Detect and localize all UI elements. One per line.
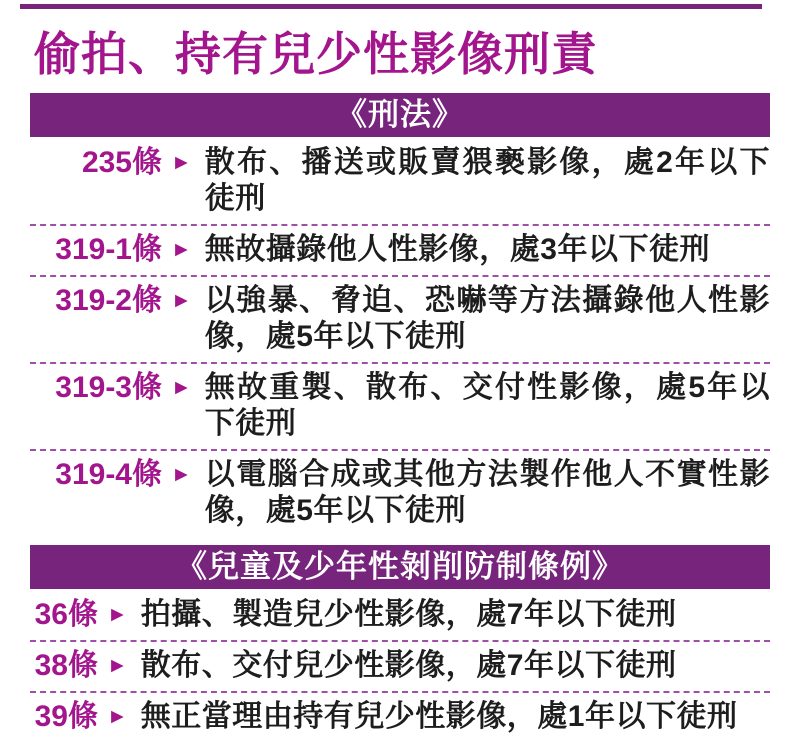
section-rows [30,137,770,536]
arrow-right-icon: ► [107,602,128,626]
section-header: 《兒童及少年性剝削防制條例》 [30,545,770,589]
law-row-text: 散布、播送或販賣猥褻影像，處2年以下徒刑 [204,145,770,215]
law-row-text: 拍攝、製造兒少性影像，處7年以下徒刑 [140,597,677,631]
law-row-text: 以強暴、脅迫、恐嚇等方法攝錄他人性影像，處5年以下徒刑 [204,283,770,353]
law-row-text: 以電腦合成或其他方法製作他人不實性影像，處5年以下徒刑 [204,457,770,527]
law-row-text: 無故重製、散布、交付性影像，處5年以下徒刑 [204,370,770,440]
arrow-right-icon: ► [171,237,192,261]
article-number: 319-2條 [55,283,162,317]
page-title: 偷拍、持有兒少性影像刑責 [34,28,598,80]
arrow-right-icon: ► [171,375,192,399]
law-section [30,93,770,536]
law-row-text: 無正當理由持有兒少性影像，處1年以下徒刑 [140,699,738,733]
law-row [30,226,770,277]
section-rows [30,589,770,742]
article-number: 319-3條 [55,370,162,404]
arrow-right-icon: ► [171,462,192,486]
law-section [30,545,770,742]
infographic-page [0,4,800,733]
article-number: 319-4條 [55,457,162,491]
arrow-right-icon: ► [171,150,192,174]
law-row [30,693,770,742]
article-number: 319-1條 [55,232,162,266]
arrow-right-icon: ► [107,704,128,728]
article-number: 235條 [81,145,162,179]
law-row [30,642,770,693]
top-accent-bar [20,4,762,9]
law-row [30,591,770,642]
arrow-right-icon: ► [171,288,192,312]
law-row [30,277,770,364]
article-number: 38條 [34,648,98,682]
law-row [30,451,770,536]
law-row [30,139,770,226]
section-header: 《刑法》 [30,93,770,137]
law-sections [30,93,770,742]
article-number: 39條 [34,699,98,733]
article-number: 36條 [34,597,98,631]
law-row-text: 無故攝錄他人性影像，處3年以下徒刑 [204,232,710,266]
law-row-text: 散布、交付兒少性影像，處7年以下徒刑 [140,648,677,682]
law-row [30,364,770,451]
arrow-right-icon: ► [107,653,128,677]
